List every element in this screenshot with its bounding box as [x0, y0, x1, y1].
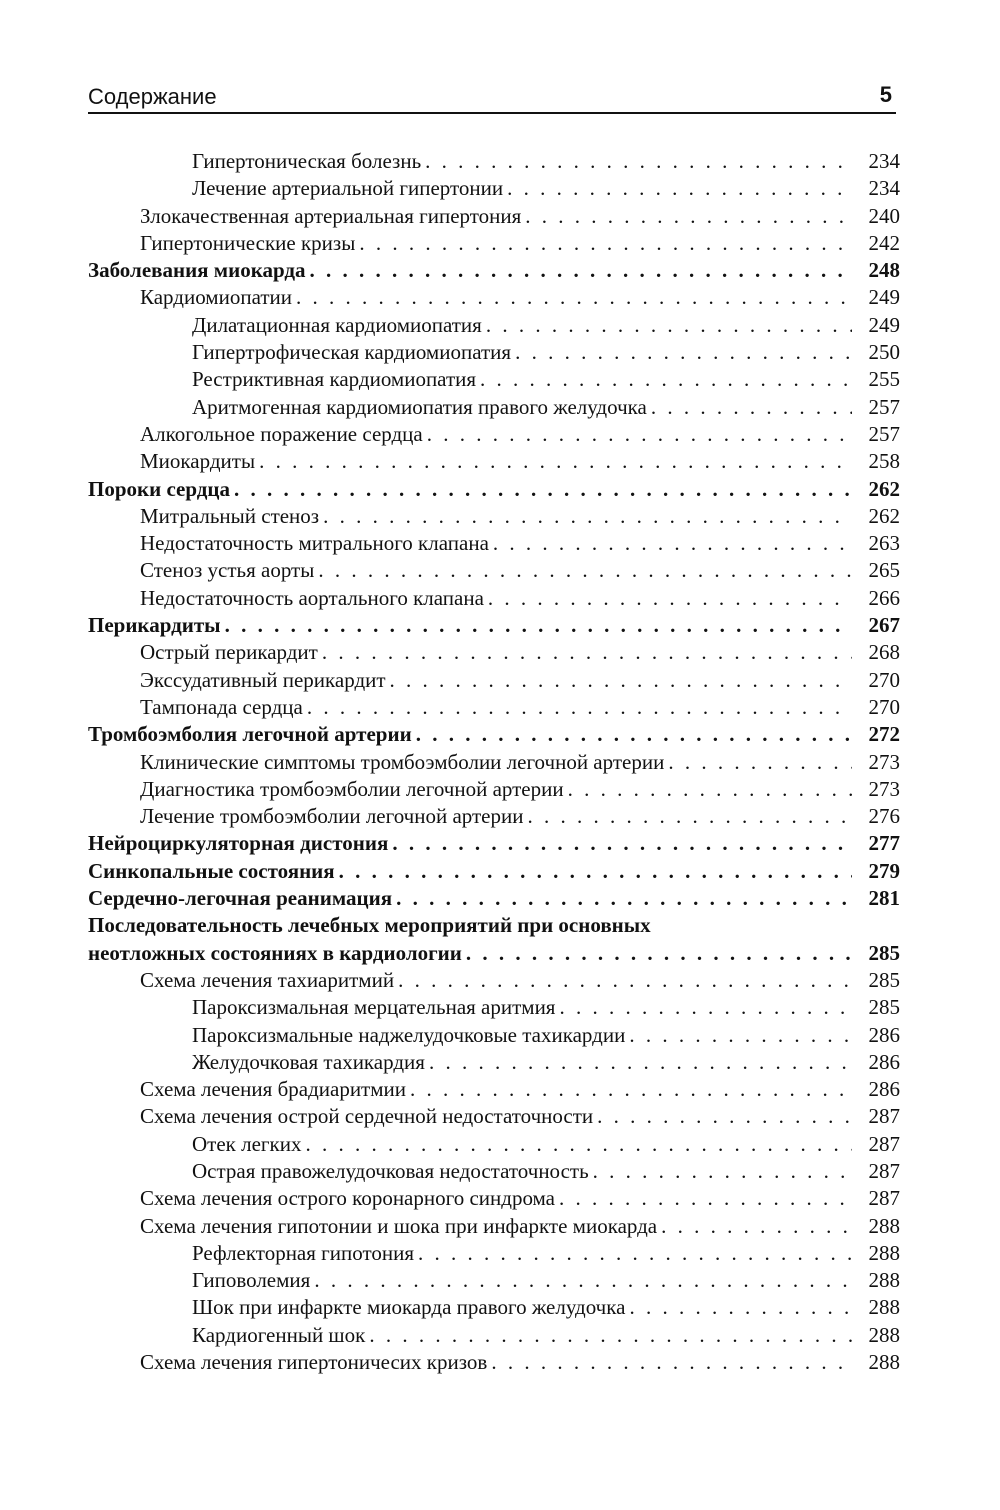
toc-leader-dots — [507, 175, 852, 202]
toc-leader-dots — [427, 421, 852, 448]
toc-leader-dots — [486, 312, 852, 339]
toc-entry-title: Пароксизмальная мерцательная аритмия — [192, 995, 556, 1020]
toc-entry[interactable] — [88, 721, 900, 748]
toc-leader-dots — [593, 1158, 852, 1185]
toc-entry[interactable] — [88, 1076, 900, 1103]
toc-entry[interactable] — [88, 803, 900, 830]
toc-leader-dots — [225, 612, 852, 639]
toc-entry[interactable] — [88, 885, 900, 912]
toc-entry-title: Клинические симптомы тромбоэмболии легочной артерии — [140, 749, 665, 774]
toc-entry[interactable] — [88, 1131, 900, 1158]
toc-entry-page: 281 — [868, 886, 900, 911]
toc-leader-dots — [259, 448, 852, 475]
toc-entry-title: Схема лечения острого коронарного синдрома — [140, 1186, 556, 1211]
toc-entry-page: 287 — [868, 1158, 900, 1183]
toc-entry[interactable] — [88, 1294, 900, 1321]
toc-entry-title: Шок при инфаркте миокарда правого желудочка — [192, 1295, 626, 1320]
toc-entry-title: Перикардиты — [88, 613, 221, 638]
toc-leader-dots — [527, 803, 852, 830]
toc-entry-page: 268 — [868, 640, 900, 665]
toc-entry-title: Лечение артериальной гипертонии — [192, 176, 504, 201]
toc-entry-title: Гиповолемия — [192, 1268, 311, 1293]
toc-entry-title: Схема лечения гипертоничесих кризов — [140, 1350, 488, 1375]
toc-entry[interactable] — [88, 749, 900, 776]
toc-entry-title: Тампонада сердца — [140, 694, 303, 719]
toc-entry-page: 242 — [868, 230, 900, 255]
toc-leader-dots — [661, 1213, 852, 1240]
toc-entry[interactable] — [88, 1240, 900, 1267]
toc-entry-title: Тромбоэмболия легочной артерии — [88, 722, 412, 747]
toc-entry[interactable] — [88, 476, 900, 503]
toc-leader-dots — [668, 749, 852, 776]
toc-leader-dots — [568, 776, 852, 803]
toc-entry-page: 288 — [868, 1240, 900, 1265]
toc-leader-dots — [418, 1240, 852, 1267]
toc-entry-title: Дилатационная кардиомиопатия — [192, 312, 482, 337]
toc-entry[interactable] — [88, 503, 900, 530]
toc-entry[interactable] — [88, 339, 900, 366]
toc-entry-page: 267 — [868, 613, 900, 638]
toc-entry[interactable] — [88, 1049, 900, 1076]
toc-leader-dots — [392, 830, 852, 857]
toc-entry-title: Схема лечения брадиаритмии — [140, 1077, 406, 1102]
toc-entry-title: Аритмогенная кардиомиопатия правого желудочка — [192, 394, 647, 419]
toc-leader-dots — [339, 858, 852, 885]
toc-entry-title: Гипертрофическая кардиомиопатия — [192, 340, 512, 365]
toc-entry-page: 286 — [868, 1077, 900, 1102]
toc-entry-page: 248 — [868, 258, 900, 283]
running-header-page-number: 5 — [879, 82, 892, 107]
toc-entry-page: 263 — [868, 531, 900, 556]
toc-leader-dots — [390, 667, 852, 694]
toc-entry-title: Злокачественная артериальная гипертония — [140, 203, 522, 228]
toc-entry-page: 287 — [868, 1104, 900, 1129]
toc-leader-dots — [410, 1076, 852, 1103]
toc-entry[interactable] — [88, 203, 900, 230]
toc-leader-dots — [651, 394, 852, 421]
toc-entry-title: Кардиомиопатии — [140, 285, 292, 310]
toc-entry[interactable] — [88, 284, 900, 311]
toc-entry[interactable] — [88, 694, 900, 721]
toc-entry[interactable] — [88, 858, 900, 885]
toc-entry-page: 249 — [868, 312, 900, 337]
toc-entry-title: Алкогольное поражение сердца — [140, 421, 423, 446]
toc-leader-dots — [322, 639, 852, 666]
toc-entry-page: 240 — [868, 203, 900, 228]
toc-entry-title: Синкопальные состояния — [88, 858, 335, 883]
toc-entry-page: 288 — [868, 1350, 900, 1375]
toc-entry[interactable] — [88, 421, 900, 448]
toc-entry[interactable] — [88, 257, 900, 284]
toc-leader-dots — [359, 230, 852, 257]
toc-entry[interactable] — [88, 557, 900, 584]
toc-entry[interactable] — [88, 148, 900, 175]
toc-entry-title: Гипертоническая болезнь — [192, 149, 422, 173]
toc-leader-dots — [314, 1267, 852, 1294]
toc-entry-page: 285 — [868, 967, 900, 992]
toc-entry-title: Схема лечения острой сердечной недостаточности — [140, 1104, 594, 1129]
toc-leader-dots — [307, 694, 852, 721]
toc-entry-title: Рестриктивная кардиомиопатия — [192, 367, 477, 392]
toc-entry-title: Недостаточность аортального клапана — [140, 585, 484, 610]
toc-entry[interactable] — [88, 394, 900, 421]
toc-entry-page: 273 — [868, 749, 900, 774]
toc-entry-title: Пороки сердца — [88, 476, 230, 501]
toc-leader-dots — [493, 530, 852, 557]
toc-entry[interactable] — [88, 1158, 900, 1185]
toc-leader-dots — [429, 1049, 852, 1076]
toc-entry-title: Отек легких — [192, 1131, 302, 1156]
toc-entry-page: 277 — [868, 831, 900, 856]
toc-entry[interactable] — [88, 530, 900, 557]
toc-entry[interactable] — [88, 448, 900, 475]
toc-entry[interactable] — [88, 830, 900, 857]
toc-entry[interactable] — [88, 612, 900, 639]
toc-entry[interactable] — [88, 175, 900, 202]
toc-entry-title: Митральный стеноз — [140, 503, 320, 528]
toc-leader-dots — [488, 585, 852, 612]
toc-entry-page: 285 — [868, 940, 900, 965]
toc-leader-dots — [466, 940, 852, 967]
toc-entry[interactable] — [88, 366, 900, 393]
toc-leader-dots — [425, 148, 852, 175]
toc-leader-dots — [629, 1294, 852, 1321]
toc-entry-title: Острый перикардит — [140, 640, 318, 665]
toc-entry-page: 234 — [868, 149, 900, 173]
toc-entry-title: Пароксизмальные наджелудочковые тахикардии — [192, 1022, 626, 1047]
toc-entry-title: Сердечно-легочная реанимация — [88, 886, 393, 911]
toc-entry-title: Экссудативный перикардит — [140, 667, 386, 692]
toc-entry-page: 270 — [868, 694, 900, 719]
toc-leader-dots — [416, 721, 852, 748]
toc-entry-page: 272 — [868, 722, 900, 747]
toc-entry-page: 285 — [868, 995, 900, 1020]
toc-leader-dots — [398, 967, 852, 994]
toc-entry-title: Недостаточность митрального клапана — [140, 531, 489, 556]
toc-entry-title: Лечение тромбоэмболии легочной артерии — [140, 804, 524, 829]
toc-entry[interactable] — [88, 1185, 900, 1212]
toc-entry-title: Заболевания миокарда — [88, 258, 306, 283]
toc-entry-page: 273 — [868, 776, 900, 801]
toc-entry-page: 262 — [868, 503, 900, 528]
toc-leader-dots — [318, 557, 852, 584]
toc-entry-title-line2: неотложных состояниях в кардиологии — [88, 940, 462, 965]
toc-entry[interactable] — [88, 994, 900, 1021]
toc-entry-title: Гипертонические кризы — [140, 230, 356, 255]
toc-entry-page: 262 — [868, 476, 900, 501]
toc-leader-dots — [597, 1103, 852, 1130]
running-header-title: Содержание — [88, 84, 217, 109]
toc-entry-page: 288 — [868, 1213, 900, 1238]
toc-entry-page: 257 — [868, 394, 900, 419]
toc-leader-dots — [491, 1349, 852, 1376]
toc-entry[interactable] — [88, 1349, 900, 1376]
toc-entry-page: 265 — [868, 558, 900, 583]
toc-entry-title: Острая правожелудочковая недостаточность — [192, 1158, 589, 1183]
toc-entry-page: 286 — [868, 1022, 900, 1047]
toc-entry[interactable] — [88, 1267, 900, 1294]
toc-entry-page: 288 — [868, 1295, 900, 1320]
toc-leader-dots — [525, 203, 852, 230]
toc-entry[interactable] — [88, 1213, 900, 1240]
toc-leader-dots — [296, 284, 852, 311]
toc-leader-dots — [396, 885, 852, 912]
toc-entry-page: 250 — [868, 340, 900, 365]
toc-leader-dots — [480, 366, 852, 393]
toc-entry-page: 287 — [868, 1131, 900, 1156]
toc-entry-title-line1: Последовательность лечебных мероприятий при основных — [88, 913, 651, 938]
toc-entry-title: Диагностика тромбоэмболии легочной артерии — [140, 776, 564, 801]
toc-leader-dots — [629, 1022, 852, 1049]
toc-entry-title: Рефлекторная гипотония — [192, 1240, 415, 1265]
toc-leader-dots — [369, 1322, 852, 1349]
toc-leader-dots — [305, 1131, 852, 1158]
toc-entry[interactable] — [88, 1103, 900, 1130]
toc-leader-dots — [310, 257, 853, 284]
running-header — [88, 78, 896, 114]
toc-entry-page: 234 — [868, 176, 900, 201]
toc-entry[interactable] — [88, 667, 900, 694]
toc-entry-title: Схема лечения тахиаритмий — [140, 967, 395, 992]
toc-entry-page: 249 — [868, 285, 900, 310]
toc-entry-page: 288 — [868, 1268, 900, 1293]
table-of-contents — [88, 148, 900, 1376]
toc-entry[interactable] — [88, 1022, 900, 1049]
toc-entry[interactable] — [88, 967, 900, 994]
toc-leader-dots — [234, 476, 852, 503]
toc-entry[interactable] — [88, 585, 900, 612]
toc-entry-page: 288 — [868, 1322, 900, 1347]
toc-leader-dots — [323, 503, 852, 530]
toc-entry-page: 287 — [868, 1186, 900, 1211]
toc-entry-title: Схема лечения гипотонии и шока при инфаркте миокарда — [140, 1213, 658, 1238]
toc-entry-page: 270 — [868, 667, 900, 692]
toc-entry-page: 257 — [868, 421, 900, 446]
toc-entry-page: 279 — [868, 858, 900, 883]
toc-entry-page: 276 — [868, 804, 900, 829]
toc-entry-page: 258 — [868, 449, 900, 474]
toc-entry-page: 266 — [868, 585, 900, 610]
toc-entry[interactable] — [88, 312, 900, 339]
toc-entry-title: Желудочковая тахикардия — [192, 1049, 425, 1074]
toc-entry-title: Кардиогенный шок — [192, 1322, 366, 1347]
toc-entry-title: Стеноз устья аорты — [140, 558, 315, 583]
toc-entry[interactable] — [88, 776, 900, 803]
toc-entry-title: Миокардиты — [140, 449, 256, 474]
toc-entry-page: 286 — [868, 1049, 900, 1074]
toc-entry[interactable] — [88, 230, 900, 257]
toc-leader-dots — [559, 994, 852, 1021]
toc-leader-dots — [515, 339, 852, 366]
toc-entry[interactable] — [88, 639, 900, 666]
toc-leader-dots — [559, 1185, 852, 1212]
toc-entry-multiline[interactable] — [88, 912, 900, 967]
toc-entry-page: 255 — [868, 367, 900, 392]
toc-entry[interactable] — [88, 1322, 900, 1349]
toc-entry-title: Нейроциркуляторная дистония — [88, 831, 389, 856]
